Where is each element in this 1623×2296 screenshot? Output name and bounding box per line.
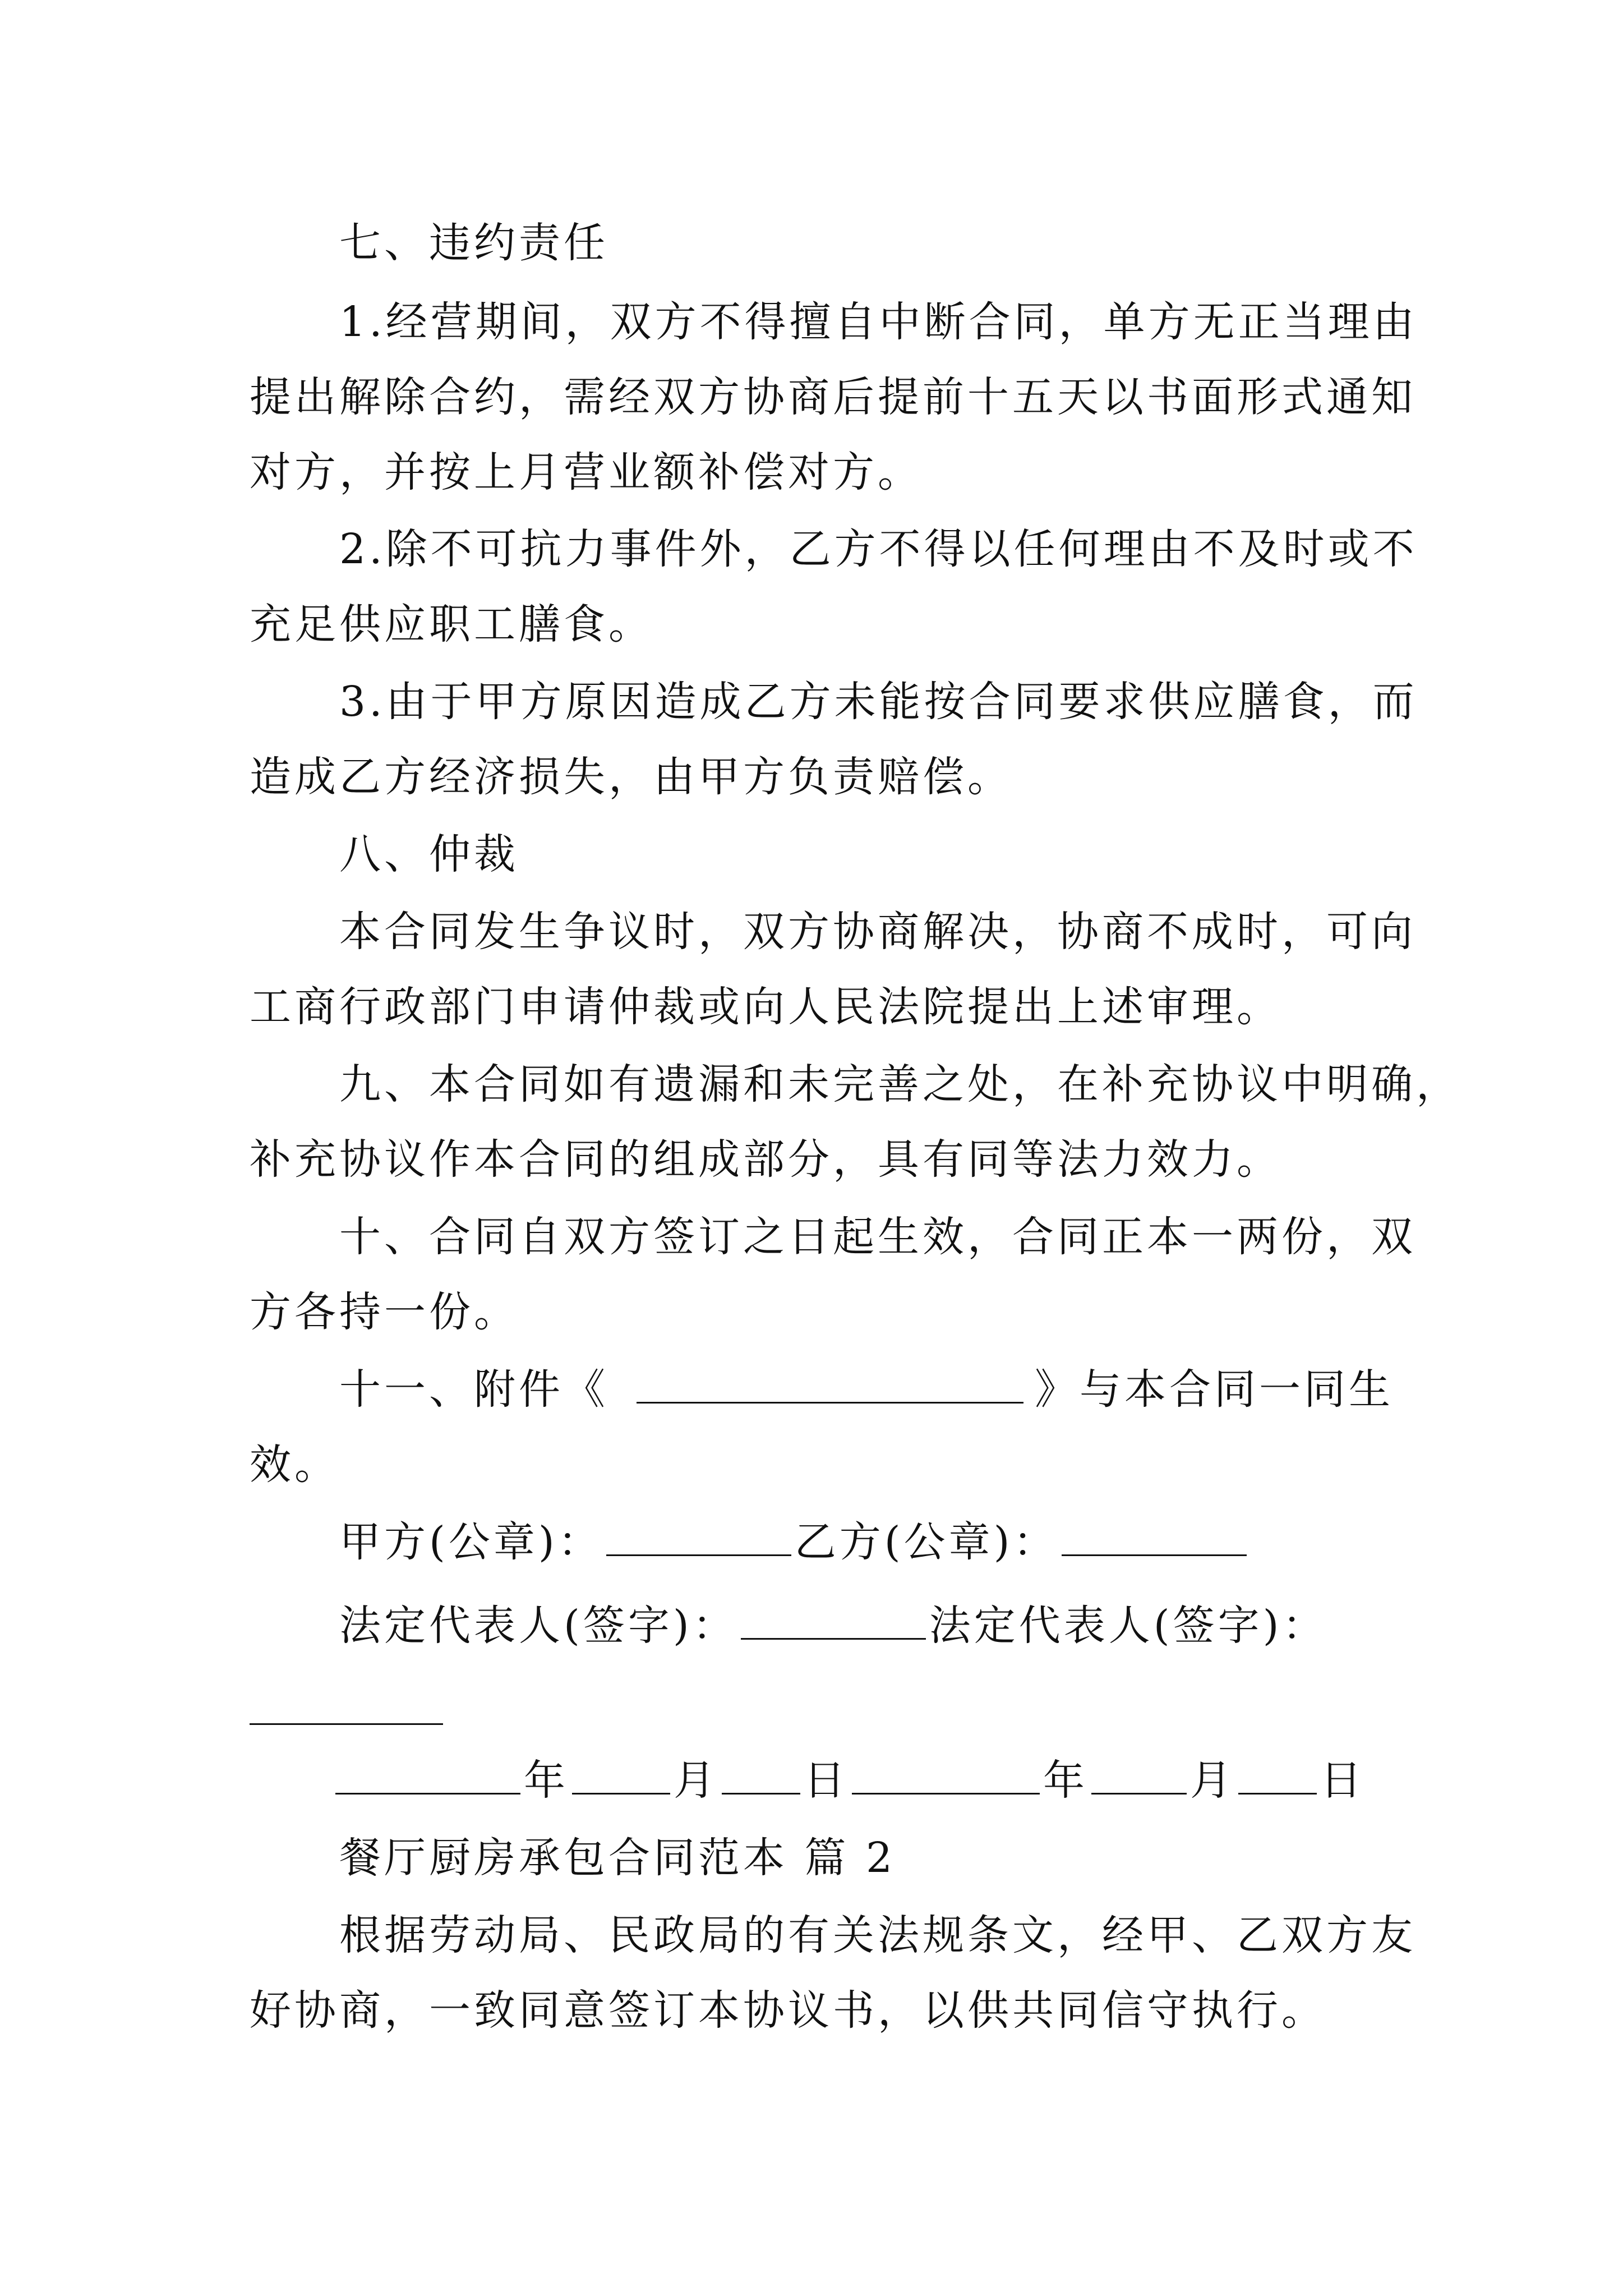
date-a-year-label: 年 — [524, 1756, 569, 1805]
legal-rep-a-blank[interactable] — [741, 1599, 926, 1640]
date-a-year-blank[interactable] — [335, 1754, 520, 1795]
paragraph-line: 工商行政部门申请仲裁或向人民法院提出上述审理。 — [250, 983, 1281, 1031]
section-title: 餐厅厨房承包合同范本 篇 2 — [339, 1834, 896, 1882]
legal-rep-b-label: 法定代表人(签字)： — [929, 1602, 1327, 1650]
date-a-month-label: 月 — [674, 1756, 718, 1805]
paragraph-line: 造成乙方经济损失，由甲方负责赔偿。 — [250, 753, 1012, 801]
date-b-year-blank[interactable] — [852, 1754, 1040, 1795]
date-a-day-blank[interactable] — [722, 1754, 800, 1795]
attachment-suffix: 》与本合同一同生 — [1035, 1365, 1394, 1414]
paragraph-line: 本合同发生争议时，双方协商解决，协商不成时，可向 — [339, 908, 1416, 956]
party-seal-line — [339, 1514, 1388, 1570]
date-line — [335, 1752, 1401, 1809]
legal-rep-line — [339, 1598, 1388, 1654]
paragraph-line: 2.除不可抗力事件外，乙方不得以任何理由不及时或不 — [339, 525, 1418, 573]
date-b-day-blank[interactable] — [1238, 1754, 1317, 1795]
attachment-clause — [339, 1361, 1394, 1418]
paragraph-line: 好协商，一致同意签订本协议书，以供共同信守执行。 — [250, 1986, 1326, 2035]
paragraph-line: 充足供应职工膳食。 — [250, 600, 653, 648]
paragraph-line: 1.经营期间，双方不得擅自中断合同，单方无正当理由 — [339, 298, 1418, 346]
date-b-day-label: 日 — [1320, 1756, 1365, 1805]
date-b-month-blank[interactable] — [1091, 1754, 1187, 1795]
paragraph-line: 对方，并按上月营业额补偿对方。 — [250, 448, 923, 496]
paragraph-line: 效。 — [250, 1441, 339, 1489]
date-b-month-label: 月 — [1190, 1756, 1235, 1805]
date-b-year-label: 年 — [1043, 1756, 1088, 1805]
party-b-seal-blank[interactable] — [1062, 1515, 1247, 1556]
section-heading-breach: 七、违约责任 — [339, 219, 608, 267]
paragraph-line: 九、本合同如有遗漏和未完善之处，在补充协议中明确， — [339, 1060, 1461, 1108]
legal-rep-b-blank[interactable] — [250, 1723, 443, 1725]
paragraph-line: 补充协议作本合同的组成部分，具有同等法力效力。 — [250, 1135, 1281, 1184]
attachment-name-blank[interactable] — [637, 1363, 1023, 1404]
date-a-month-blank[interactable] — [572, 1754, 670, 1795]
paragraph-line: 根据劳动局、民政局的有关法规条文，经甲、乙双方友 — [339, 1911, 1416, 1959]
paragraph-line: 方各持一份。 — [250, 1288, 519, 1336]
paragraph-line: 提出解除合约，需经双方协商后提前十五天以书面形式通知 — [250, 373, 1416, 421]
legal-rep-a-label: 法定代表人(签字)： — [339, 1602, 737, 1650]
party-a-seal-blank[interactable] — [606, 1515, 791, 1556]
section-heading-arbitration: 八、仲裁 — [339, 830, 519, 878]
paragraph-line: 十、合同自双方签订之日起生效，合同正本一两份，双 — [339, 1213, 1416, 1261]
party-b-seal-label: 乙方(公章)： — [794, 1518, 1058, 1566]
date-a-day-label: 日 — [804, 1756, 849, 1805]
attachment-prefix: 十一、附件《 — [339, 1365, 608, 1414]
party-a-seal-label: 甲方(公章)： — [339, 1518, 603, 1566]
paragraph-line: 3.由于甲方原因造成乙方未能按合同要求供应膳食，而 — [339, 678, 1418, 726]
